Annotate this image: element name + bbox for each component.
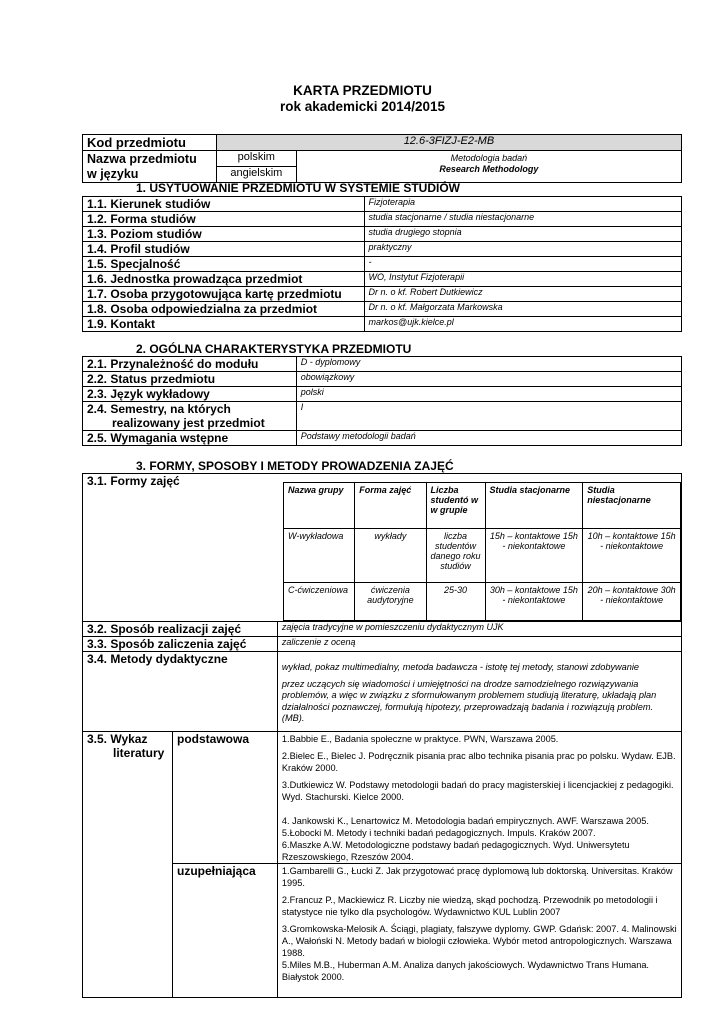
formy-cell (83, 474, 682, 622)
s2-row-value: polski (296, 387, 681, 402)
nazwa-label (83, 151, 217, 183)
s1-row-label: 1.8. Osoba odpowiedzialna za przedmiot (83, 302, 365, 317)
polskim-value: Metodologia badań (450, 153, 528, 163)
formy-cell-value: 25-30 (426, 583, 485, 621)
s2-row-label-part1: 2.4. Semestry, na których (87, 402, 231, 416)
formy-cell-value: W-wykładowa (284, 529, 355, 583)
wykaz-label-2: literatury (113, 746, 165, 760)
nazwa-label-1: Nazwa przedmiotu (87, 152, 197, 166)
s1-row-value: Dr n. o kf. Robert Dutkiewicz (364, 287, 681, 302)
wykaz-label (83, 732, 173, 998)
subject-id-table (82, 134, 682, 183)
podstawowa-list (277, 732, 681, 864)
formy-cell-value: liczba studentów danego roku studiów (426, 529, 485, 583)
uzupelniajaca-list (277, 864, 681, 998)
sposob-value: zajęcia tradycyjne w pomieszczeniu dydaktycznym UJK (277, 622, 681, 637)
s1-row-label: 1.3. Poziom studiów (83, 227, 365, 242)
s1-row-value: markos@ujk.kielce.pl (364, 317, 681, 332)
ref-item: 5.Łobocki M. Metody i techniki badań pedagogicznych. Impuls. Kraków 2007. (281, 828, 596, 838)
document-subtitle: rok akademicki 2014/2015 (279, 99, 446, 114)
s2-row-label-semestry (83, 402, 297, 431)
ref-item: 1.Babbie E., Badania społeczne w praktyce. PWN, Warszawa 2005. (281, 734, 559, 744)
formy-cell-value: 20h – kontaktowe 30h - niekontaktowe (583, 583, 681, 621)
formy-table (283, 482, 681, 621)
metody-value-1: wykład, pokaz multimedialny, metoda badawcza - istotę tej metody, stanowi zdobywanie (281, 662, 640, 672)
zaliczenie-value: zaliczenie z oceną (277, 637, 681, 652)
formy-header-cell: Studia niestacjonarne (583, 483, 681, 529)
formy-header-cell: Studia stacjonarne (485, 483, 583, 529)
angielskim-value: Research Methodology (439, 164, 539, 174)
ref-item: 2.Francuz P., Mackiewicz R. Liczby nie wiedzą, skąd pochodzą. Przewodnik po metodologii i statystyce nie tylko dla psychologów. Wydawnictwo KUL Lublin 2007 (281, 895, 658, 917)
polskim-label: polskim (216, 151, 296, 167)
formy-cell-value: C-ćwiczeniowa (284, 583, 355, 621)
section2-table (82, 356, 682, 446)
s2-row-label: 2.2. Status przedmiotu (83, 372, 297, 387)
formy-cell-value: 30h – kontaktowe 15h - niekontaktowe (485, 583, 583, 621)
metody-value (277, 652, 681, 732)
s2-row-label: 2.3. Język wykładowy (83, 387, 297, 402)
s1-row-label: 1.4. Profil studiów (83, 242, 365, 257)
s1-row-label: 1.6. Jednostka prowadząca przedmiot (83, 272, 365, 287)
kod-value: 12.6-3FIZJ-E2-MB (216, 135, 681, 151)
s1-row-label: 1.5. Specjalność (83, 257, 365, 272)
formy-header-cell: Liczba studentó w w grupie (426, 483, 485, 529)
zaliczenie-label: 3.3. Sposób zaliczenia zajęć (83, 637, 278, 652)
nazwa-label-2: w języku (87, 167, 139, 181)
ref-item: 6.Maszke A.W. Metodologiczne podstawy badań pedagogicznych. Wyd. Uniwersytetu Rzeszowskiego, Rzeszów 2004. (281, 840, 630, 862)
s1-row-label: 1.2. Forma studiów (83, 212, 365, 227)
formy-header-cell: Nazwa grupy (284, 483, 355, 529)
wykaz-label-1: 3.5. Wykaz (87, 732, 148, 746)
section3-title: 3. FORMY, SPOSOBY I METODY PROWADZENIA ZAJĘĆ (136, 459, 454, 473)
formy-label: 3.1. Formy zajęć (87, 474, 180, 488)
s2-row-value: D - dyplomowy (296, 357, 681, 372)
s1-row-label: 1.9. Kontakt (83, 317, 365, 332)
formy-header-cell: Forma zajęć (355, 483, 426, 529)
s2-row-label: 2.1. Przynależność do modułu (83, 357, 297, 372)
s2-row-label: 2.5. Wymagania wstępne (83, 431, 297, 446)
s1-row-value: praktyczny (364, 242, 681, 257)
section1-table (82, 196, 682, 332)
section1-title: 1. USYTUOWANIE PRZEDMIOTU W SYSTEMIE STUDIÓW (136, 181, 461, 195)
s2-row-label-part2: realizowany jest przedmiot (112, 416, 265, 430)
formy-cell-value: wykłady (355, 529, 426, 583)
s2-row-value: Podstawy metodologii badań (296, 431, 681, 446)
formy-cell-value: 15h – kontaktowe 15h - niekontaktowe (485, 529, 583, 583)
podstawowa-label: podstawowa (172, 732, 277, 864)
metody-label: 3.4. Metody dydaktyczne (83, 652, 278, 732)
s1-row-value: studia drugiego stopnia (364, 227, 681, 242)
ref-item: 5.Miles M.B., Huberman A.M. Analiza danych jakościowych. Wydawnictwo Trans Humana. Białystok 2000. (281, 960, 649, 982)
kod-label: Kod przedmiotu (83, 135, 217, 151)
uzupelniajaca-label: uzupełniająca (172, 864, 277, 998)
sposob-label: 3.2. Sposób realizacji zajęć (83, 622, 278, 637)
s1-row-label: 1.7. Osoba przygotowująca kartę przedmiotu (83, 287, 365, 302)
s1-row-value: studia stacjonarne / studia niestacjonarne (364, 212, 681, 227)
document-title: KARTA PRZEDMIOTU (293, 83, 432, 98)
s1-row-value: WO, Instytut Fizjoterapii (364, 272, 681, 287)
angielskim-label: angielskim (216, 167, 296, 183)
metody-value-2: przez uczących się wiadomości i umiejętności na drodze samodzielnego rozwiązywania problemów, a więc w związku z sformułowanym problemem studiują literaturę, układają plan działalności poznawczej, formułują hipotezy, przeprowadzają badania i rozwiązują problem. (MB). (281, 678, 657, 723)
section3-table (82, 473, 682, 998)
s1-row-value: Dr n. o kf. Małgorzata Markowska (364, 302, 681, 317)
nazwa-values (296, 151, 681, 183)
formy-cell-value: ćwiczenia audytoryjne (355, 583, 426, 621)
s1-row-value: Fizjoterapia (364, 197, 681, 212)
ref-item: 1.Gambarelli G., Łucki Z. Jak przygotować pracę dyplomową lub doktorską. Universitas. Kraków 1995. (281, 866, 673, 888)
s2-row-value: I (296, 402, 681, 431)
s2-row-value: obowiązkowy (296, 372, 681, 387)
ref-item: 3.Dutkiewicz W. Podstawy metodologii badań do pracy magisterskiej i licencjackiej z pedagogiki. Wyd. Stachurski. Kielce 2000. (281, 780, 674, 802)
ref-item: 4. Jankowski K., Lenartowicz M. Metodologia badań empirycznych. AWF. Warszawa 2005. (281, 816, 649, 826)
section2-title: 2. OGÓLNA CHARAKTERYSTYKA PRZEDMIOTU (136, 342, 412, 356)
ref-item: 2.Bielec E., Bielec J. Podręcznik pisania prac albo technika pisania prac po polsku. Wydaw. EJB. Kraków 2000. (281, 751, 676, 773)
ref-item: 3.Gromkowska-Melosik A. Ściągi, plagiaty, fałszywe dyplomy. GWP. Gdańsk: 2007. 4. Malinowski A., Wałoński N. Metody badań w biologii człowieka. Wybór metod antropologicznych. Warszawa 1988. (281, 924, 677, 958)
s1-row-value: - (364, 257, 681, 272)
s1-row-label: 1.1. Kierunek studiów (83, 197, 365, 212)
formy-cell-value: 10h – kontaktowe 15h - niekontaktowe (583, 529, 681, 583)
